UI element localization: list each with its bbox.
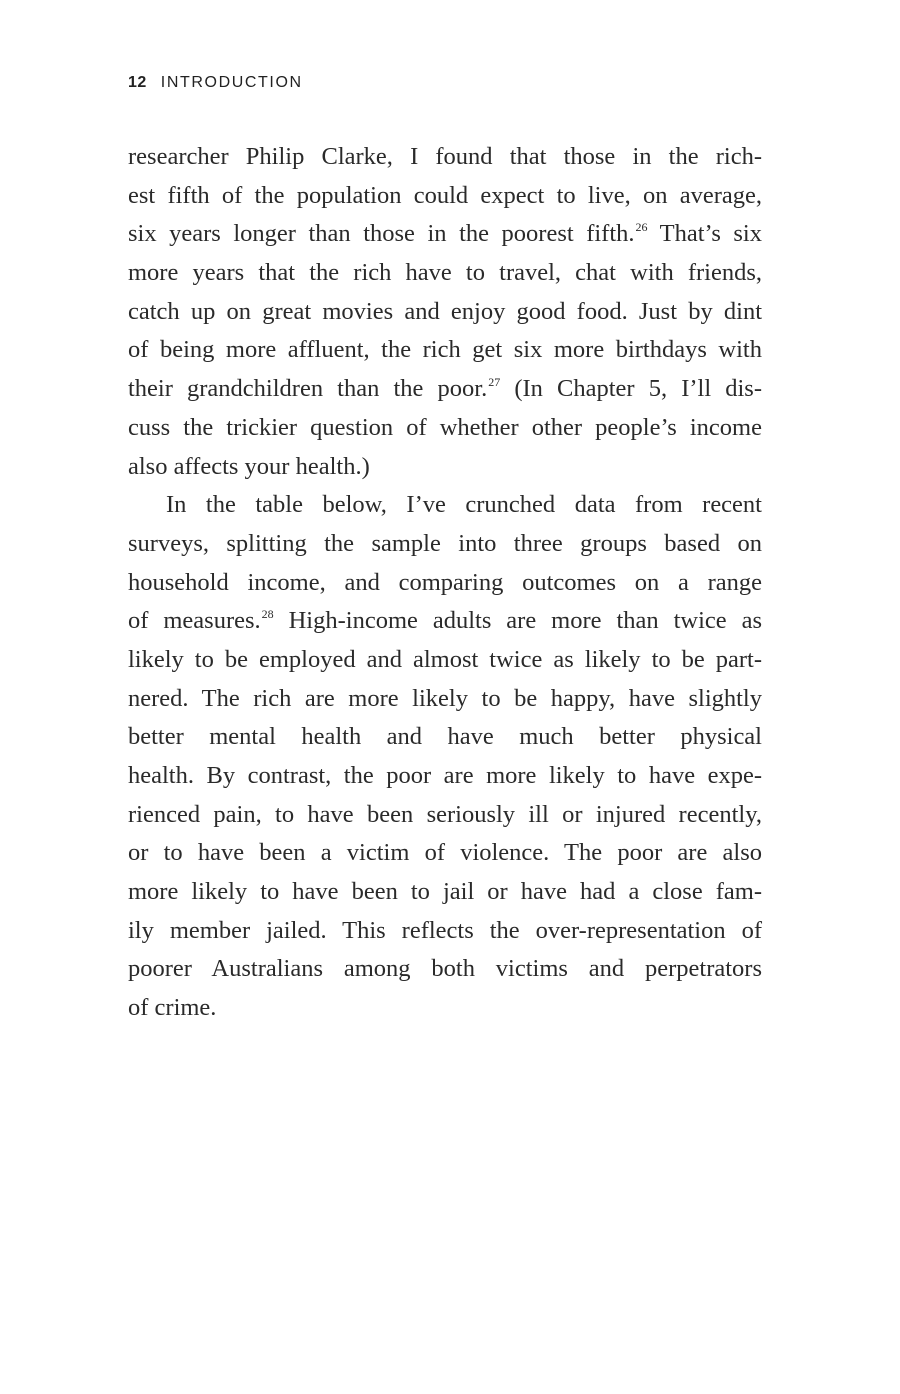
text-line	[128, 370, 762, 409]
text-segment: six years longer than those in the poorest fifth.	[128, 220, 635, 248]
text-line: likely to be employed and almost twice as likely to be part-	[128, 645, 762, 673]
text-line: of being more affluent, the rich get six more birthdays with	[128, 336, 762, 364]
text-segment: their grandchildren than the poor.	[128, 375, 488, 403]
text-line: more likely to have been to jail or have had a close fam-	[128, 878, 762, 906]
text-line: more years that the rich have to travel, chat with friends,	[128, 259, 762, 287]
page-number: 12	[128, 74, 147, 91]
footnote-ref[interactable]: 28	[261, 607, 274, 622]
body-text	[128, 138, 762, 1028]
text-line: nered. The rich are more likely to be happy, have slightly	[128, 684, 762, 712]
text-line: of crime.	[128, 994, 217, 1022]
text-line: also affects your health.)	[128, 452, 370, 480]
text-line: poorer Australians among both victims and perpetrators	[128, 955, 762, 983]
text-line	[128, 602, 762, 641]
text-line	[128, 215, 762, 254]
text-segment: (In Chapter 5, I’ll dis-	[500, 375, 762, 403]
section-title: INTRODUCTION	[160, 74, 303, 91]
running-head	[128, 74, 303, 92]
text-segment: of measures.	[128, 607, 261, 635]
text-line: or to have been a victim of violence. The poor are also	[128, 839, 762, 867]
text-line: est fifth of the population could expect to live, on average,	[128, 181, 762, 209]
text-line: rienced pain, to have been seriously ill or injured recently,	[128, 800, 762, 828]
text-line: researcher Philip Clarke, I found that those in the rich-	[128, 143, 762, 170]
text-line: better mental health and have much better physical	[128, 723, 762, 751]
text-line: In the table below, I’ve crunched data from recent	[166, 491, 762, 519]
text-line: catch up on great movies and enjoy good food. Just by dint	[128, 297, 762, 325]
text-line: ily member jailed. This reflects the over-representation of	[128, 916, 762, 944]
text-segment: High-income adults are more than twice as	[273, 607, 763, 635]
footnote-ref[interactable]: 27	[488, 375, 501, 390]
text-segment: That’s six	[647, 220, 762, 248]
text-line: surveys, splitting the sample into three groups based on	[128, 529, 762, 557]
text-line: cuss the trickier question of whether other people’s income	[128, 413, 762, 441]
text-line: health. By contrast, the poor are more likely to have expe-	[128, 762, 762, 789]
footnote-ref[interactable]: 26	[635, 220, 648, 235]
text-line: household income, and comparing outcomes on a range	[128, 568, 762, 596]
